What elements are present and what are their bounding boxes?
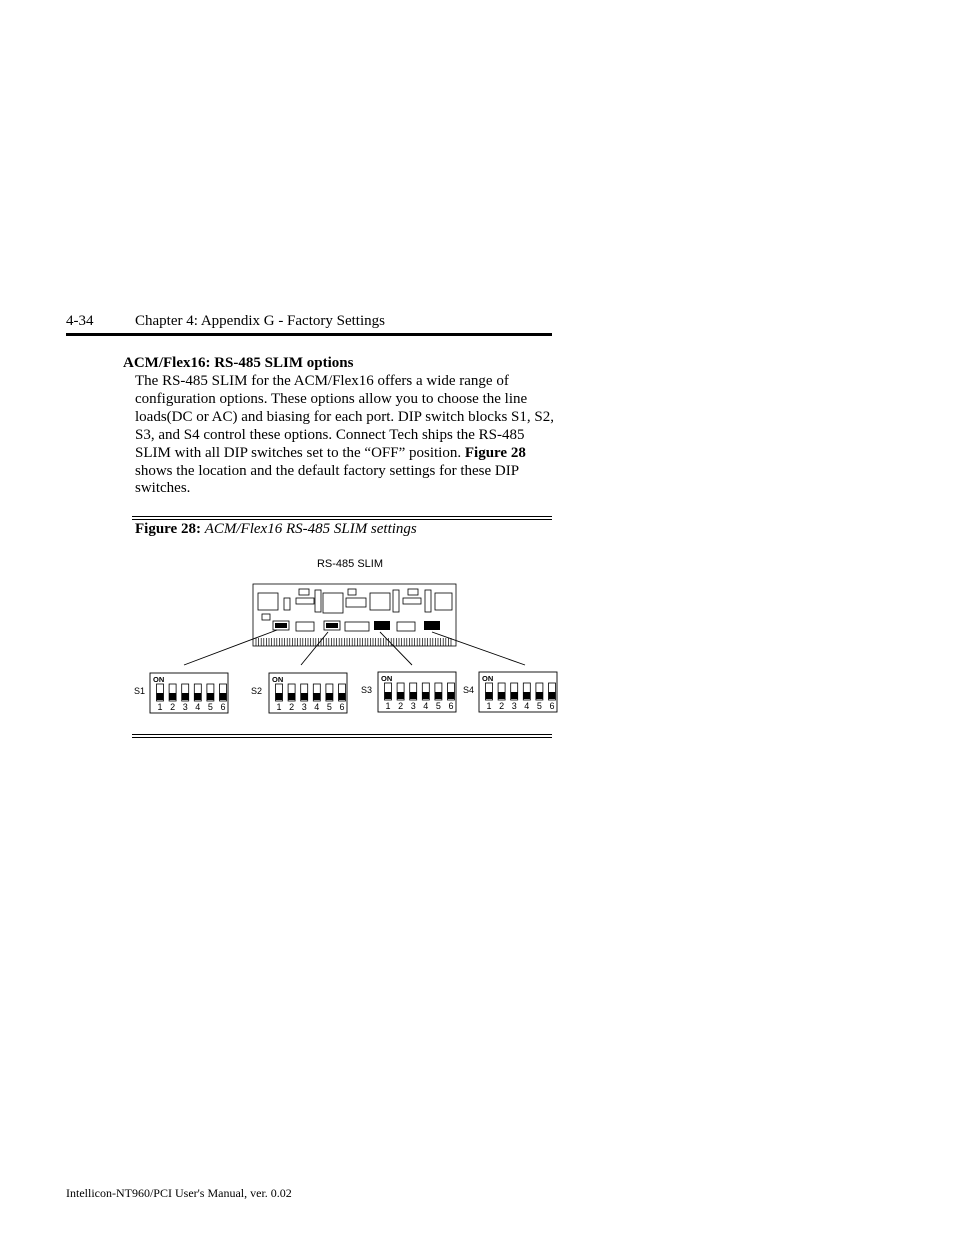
dip-switch-knob xyxy=(339,693,346,700)
board-switch-s3 xyxy=(374,621,390,630)
switch-number: 4 xyxy=(195,702,201,712)
footer: Intellicon-NT960/PCI User's Manual, ver. 0.02 xyxy=(66,1186,292,1200)
dip-switch xyxy=(301,684,308,712)
dip-switch-knob xyxy=(498,692,505,699)
dip-switch-knob xyxy=(549,692,556,699)
dip-switch-knob xyxy=(448,692,455,699)
switch-block-label: S3 xyxy=(361,685,373,695)
para-text-1: The RS-485 SLIM for the ACM/Flex16 offers a wide range of configuration options. These options allow you to choose the line loads(DC or AC) and biasing for each port. DIP switch blocks S1, S2, S3, and S4 control these options. Connect Tech ships the RS-485 SLIM with all DIP switches set to the “OFF” position. xyxy=(135,373,554,461)
dip-switch xyxy=(313,684,320,712)
dip-switch xyxy=(157,684,164,712)
switch-block-label: S4 xyxy=(463,685,475,695)
dip-switch-knob xyxy=(511,692,518,699)
dip-switch-knob xyxy=(435,692,442,699)
figure-reference: Figure 28 xyxy=(464,444,526,461)
figure-caption-text: ACM/Flex16 RS-485 SLIM settings xyxy=(204,521,417,537)
dip-switch xyxy=(410,683,417,711)
switch-block-s4 xyxy=(463,672,557,712)
on-label: ON xyxy=(381,674,393,683)
switch-number: 2 xyxy=(499,701,505,711)
dip-switch xyxy=(339,684,346,712)
dip-switch-knob xyxy=(523,692,530,699)
switch-number: 5 xyxy=(326,702,332,712)
chapter-title: Chapter 4: Appendix G - Factory Settings xyxy=(135,313,385,329)
switch-number: 3 xyxy=(301,702,307,712)
dip-switch xyxy=(549,683,556,711)
dip-switch xyxy=(498,683,505,711)
board-switch-s2 xyxy=(324,621,340,630)
switch-number: 4 xyxy=(524,701,530,711)
switch-number: 3 xyxy=(511,701,517,711)
switch-number: 4 xyxy=(314,702,320,712)
dip-switch xyxy=(207,684,214,712)
section-title: ACM/Flex16: RS-485 SLIM options xyxy=(123,355,354,371)
switch-number: 3 xyxy=(410,701,416,711)
switch-block-label: S2 xyxy=(251,686,263,696)
board-title: RS-485 SLIM xyxy=(316,558,384,570)
on-label: ON xyxy=(153,675,165,684)
dip-switch-knob xyxy=(157,693,164,700)
dip-switch-knob xyxy=(326,693,333,700)
switch-block-s2 xyxy=(251,673,347,713)
switch-number: 2 xyxy=(398,701,404,711)
switch-number: 6 xyxy=(448,701,454,711)
dip-switch xyxy=(288,684,295,712)
slim-board xyxy=(253,584,456,646)
dip-switch-knob xyxy=(410,692,417,699)
switch-number: 6 xyxy=(339,702,345,712)
switch-number: 1 xyxy=(276,702,282,712)
dip-switch-knob xyxy=(220,693,227,700)
dip-switch xyxy=(523,683,530,711)
dip-switch xyxy=(220,684,227,712)
dip-switch xyxy=(511,683,518,711)
dip-switch-knob xyxy=(397,692,404,699)
switch-number: 5 xyxy=(207,702,213,712)
dip-switch xyxy=(276,684,283,712)
switch-number: 5 xyxy=(536,701,542,711)
dip-switch xyxy=(194,684,201,712)
dip-switch-knob xyxy=(422,692,429,699)
on-label: ON xyxy=(272,675,284,684)
dip-switch xyxy=(422,683,429,711)
dip-switch xyxy=(486,683,493,711)
switch-number: 2 xyxy=(289,702,295,712)
dip-switch-knob xyxy=(313,693,320,700)
switch-block-s3 xyxy=(361,672,456,712)
switch-number: 1 xyxy=(157,702,163,712)
switch-blocks xyxy=(134,672,557,713)
dip-switch xyxy=(536,683,543,711)
dip-switch xyxy=(182,684,189,712)
switch-number: 1 xyxy=(486,701,492,711)
figure-bottom-rule xyxy=(132,734,552,738)
para-text-2: shows the location and the default factory settings for these DIP switches. xyxy=(135,462,519,497)
dip-switch-knob xyxy=(536,692,543,699)
dip-switch-knob xyxy=(486,692,493,699)
dip-switch xyxy=(169,684,176,712)
edge-connector xyxy=(256,638,451,646)
switch-block-s1 xyxy=(134,673,228,713)
board-switch-s1 xyxy=(273,621,289,630)
figure-label: Figure 28: xyxy=(135,521,201,537)
on-label: ON xyxy=(482,674,494,683)
dip-switch xyxy=(435,683,442,711)
switch-number: 2 xyxy=(170,702,176,712)
switch-number: 4 xyxy=(423,701,429,711)
dip-switch-knob xyxy=(288,693,295,700)
switch-number: 5 xyxy=(435,701,441,711)
dip-switch-knob xyxy=(276,693,283,700)
callout-lines xyxy=(184,630,525,665)
dip-switch-knob xyxy=(182,693,189,700)
dip-switch xyxy=(448,683,455,711)
dip-switch-knob xyxy=(194,693,201,700)
switch-number: 1 xyxy=(385,701,391,711)
dip-switch-knob xyxy=(385,692,392,699)
dip-switch-knob xyxy=(301,693,308,700)
dip-switch-knob xyxy=(207,693,214,700)
switch-number: 6 xyxy=(220,702,226,712)
page-number: 4-34 xyxy=(66,313,94,329)
dip-switch xyxy=(397,683,404,711)
dip-switch xyxy=(326,684,333,712)
switch-number: 3 xyxy=(182,702,188,712)
switch-number: 6 xyxy=(549,701,555,711)
board-switch-s4 xyxy=(424,621,440,630)
dip-switch-knob xyxy=(169,693,176,700)
switch-block-label: S1 xyxy=(134,686,146,696)
dip-switch xyxy=(385,683,392,711)
